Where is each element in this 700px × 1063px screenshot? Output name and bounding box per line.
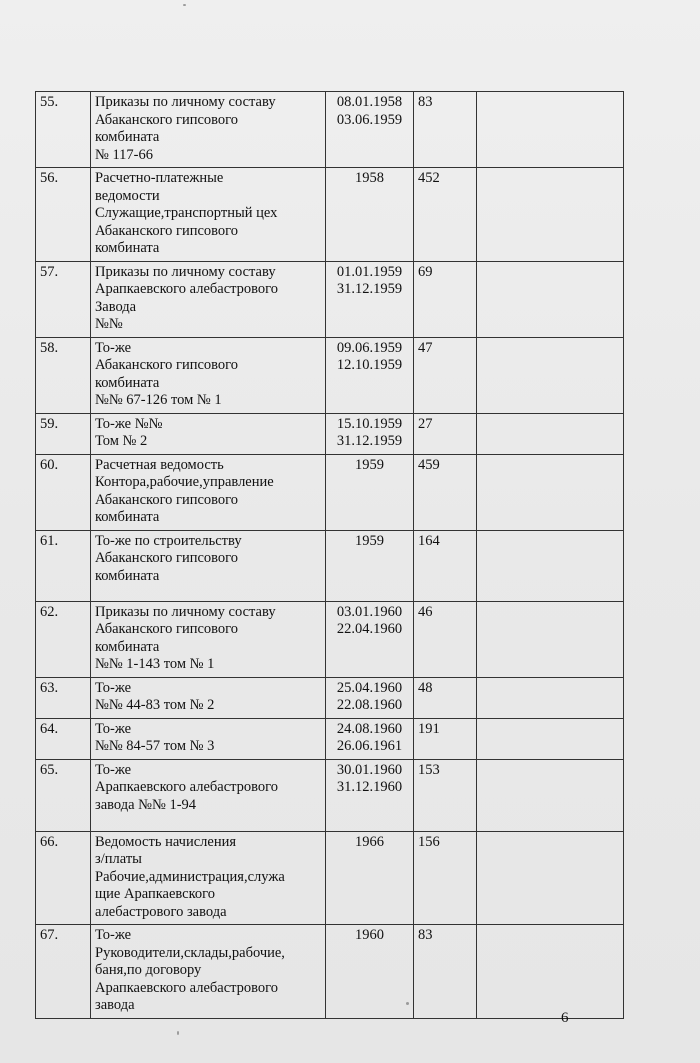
record-sheet-count: 452 (414, 168, 477, 262)
record-title-line: Расчетно-платежные (95, 170, 224, 186)
record-dates (326, 413, 414, 454)
record-title-line: Абаканского гипсового (95, 550, 239, 566)
record-number: 57. (36, 261, 91, 337)
record-title (91, 168, 326, 262)
table-row (36, 92, 624, 168)
record-number: 59. (36, 413, 91, 454)
scan-speck (177, 1031, 179, 1035)
record-date: 1959 (355, 456, 384, 473)
table-row (36, 454, 624, 530)
record-notes (477, 759, 624, 831)
record-dates (326, 92, 414, 168)
record-notes (477, 337, 624, 413)
record-dates (326, 530, 414, 601)
record-title-line: завода (95, 997, 135, 1013)
record-title-line: Арапкаевского алебастрового (95, 281, 278, 297)
record-title (91, 718, 326, 759)
table-row (36, 261, 624, 337)
record-title-line: Расчетная ведомость (95, 456, 224, 473)
record-notes (477, 168, 624, 262)
record-title-line: комбината (95, 638, 160, 655)
record-title-line: комбината (95, 240, 160, 256)
table-row (36, 677, 624, 718)
record-dates (326, 337, 414, 413)
record-title-line: Арапкаевского алебастрового (95, 779, 278, 795)
record-title-line: завода №№ 1-94 (95, 796, 197, 813)
record-sheet-count: 156 (414, 831, 477, 925)
record-date: 1960 (355, 927, 384, 943)
record-dates (326, 718, 414, 759)
record-date: 15.10.1959 (336, 415, 403, 432)
record-title-line: Ведомость начисления (95, 833, 237, 850)
record-number: 65. (36, 759, 91, 831)
record-dates (326, 925, 414, 1019)
record-title-line: комбината (95, 509, 160, 525)
record-date: 31.12.1959 (336, 281, 403, 297)
record-title-line: Руководители,склады,рабочие, (95, 944, 285, 961)
record-date: 22.04.1960 (336, 621, 403, 637)
record-title (91, 677, 326, 718)
record-title-line: То-же (95, 927, 132, 943)
record-title-line: То-же (95, 339, 132, 356)
record-number: 58. (36, 337, 91, 413)
record-sheet-count: 27 (414, 413, 477, 454)
record-title-line: Абаканского гипсового (95, 621, 239, 637)
record-title-line: То-же (95, 679, 132, 696)
record-title (91, 925, 326, 1019)
record-title-line: №№ (95, 316, 123, 332)
record-title (91, 759, 326, 831)
scan-speck (406, 1002, 409, 1005)
record-dates (326, 261, 414, 337)
table-row (36, 530, 624, 601)
record-sheet-count: 164 (414, 530, 477, 601)
record-sheet-count: 83 (414, 925, 477, 1019)
record-title-line: алебастрового завода (95, 903, 227, 920)
record-date: 08.01.1958 (336, 94, 403, 110)
record-title-line: Приказы по личному составу (95, 263, 276, 280)
record-number: 67. (36, 925, 91, 1019)
record-title-line: То-же (95, 720, 132, 737)
record-title-line: Рабочие,администрация,служа (95, 868, 285, 885)
record-title (91, 601, 326, 677)
record-notes (477, 261, 624, 337)
record-date: 09.06.1959 (336, 339, 403, 356)
record-number: 63. (36, 677, 91, 718)
record-title-line: № 117-66 (95, 146, 153, 163)
record-date: 22.08.1960 (336, 697, 403, 713)
record-title-line: То-же по строительству (95, 532, 242, 549)
record-title-line: Абаканского гипсового (95, 357, 239, 373)
record-title (91, 337, 326, 413)
record-title (91, 530, 326, 601)
record-notes (477, 925, 624, 1019)
record-dates (326, 601, 414, 677)
record-notes (477, 677, 624, 718)
record-title (91, 413, 326, 454)
record-title-line: Абаканского гипсового (95, 491, 239, 508)
record-date: 01.01.1959 (336, 263, 403, 280)
table-row (36, 718, 624, 759)
record-title-line: ведомости (95, 187, 160, 204)
record-sheet-count: 459 (414, 454, 477, 530)
record-title-line: з/платы (95, 851, 142, 867)
record-sheet-count: 153 (414, 759, 477, 831)
record-title-line: Завода (95, 298, 137, 315)
record-title-line: Арапкаевского алебастрового (95, 979, 278, 996)
record-title-line: щие Арапкаевского (95, 886, 216, 902)
record-date: 1966 (355, 833, 384, 850)
record-number: 66. (36, 831, 91, 925)
record-notes (477, 601, 624, 677)
record-number: 61. (36, 530, 91, 601)
record-date: 26.06.1961 (336, 738, 403, 754)
record-number: 56. (36, 168, 91, 262)
record-title-line: Приказы по личному составу (95, 603, 276, 620)
record-date: 1958 (355, 170, 384, 186)
record-dates (326, 677, 414, 718)
record-dates (326, 759, 414, 831)
record-sheet-count: 83 (414, 92, 477, 168)
records-table-body (36, 92, 624, 1019)
record-date: 25.04.1960 (336, 679, 403, 696)
record-title-line: №№ 67-126 том № 1 (95, 392, 222, 408)
record-date: 03.01.1960 (336, 603, 403, 620)
table-row (36, 925, 624, 1019)
table-row (36, 601, 624, 677)
record-title-line: комбината (95, 374, 160, 391)
record-date: 31.12.1959 (336, 433, 403, 449)
record-date: 24.08.1960 (336, 720, 403, 737)
record-title (91, 831, 326, 925)
record-sheet-count: 191 (414, 718, 477, 759)
record-title-line: баня,по договору (95, 962, 202, 978)
record-number: 64. (36, 718, 91, 759)
record-sheet-count: 46 (414, 601, 477, 677)
table-row (36, 413, 624, 454)
record-sheet-count: 69 (414, 261, 477, 337)
record-notes (477, 530, 624, 601)
record-title-line: Абаканского гипсового (95, 222, 239, 239)
record-dates (326, 831, 414, 925)
record-title-line: Абаканского гипсового (95, 111, 239, 128)
table-row (36, 831, 624, 925)
record-title-line: Служащие,транспортный цех (95, 205, 278, 221)
record-title (91, 454, 326, 530)
table-row (36, 168, 624, 262)
record-dates (326, 454, 414, 530)
record-title-line: То-же №№ (95, 415, 163, 432)
record-title-line: №№ 44-83 том № 2 (95, 697, 215, 713)
table-row (36, 337, 624, 413)
record-title-line: Том № 2 (95, 433, 148, 449)
scan-speck (183, 4, 186, 6)
record-date: 30.01.1960 (336, 761, 403, 778)
record-date: 1959 (355, 532, 384, 549)
record-notes (477, 92, 624, 168)
record-number: 62. (36, 601, 91, 677)
record-title-line: То-же (95, 761, 132, 778)
record-title (91, 261, 326, 337)
record-number: 55. (36, 92, 91, 168)
record-dates (326, 168, 414, 262)
record-title-line: №№ 1-143 том № 1 (95, 656, 215, 672)
record-title-line: Приказы по личному составу (95, 94, 276, 110)
record-date: 31.12.1960 (336, 779, 403, 795)
record-title (91, 92, 326, 168)
record-date: 03.06.1959 (336, 111, 403, 128)
record-notes (477, 718, 624, 759)
record-number: 60. (36, 454, 91, 530)
record-notes (477, 454, 624, 530)
record-sheet-count: 47 (414, 337, 477, 413)
table-row (36, 759, 624, 831)
record-date: 12.10.1959 (336, 357, 403, 373)
records-table (35, 91, 624, 1019)
record-sheet-count: 48 (414, 677, 477, 718)
record-title-line: комбината (95, 129, 160, 145)
record-notes (477, 413, 624, 454)
record-notes (477, 831, 624, 925)
record-title-line: Контора,рабочие,управление (95, 474, 274, 490)
record-title-line: №№ 84-57 том № 3 (95, 738, 215, 754)
page-number: 6 (561, 1010, 569, 1026)
record-title-line: комбината (95, 567, 160, 584)
